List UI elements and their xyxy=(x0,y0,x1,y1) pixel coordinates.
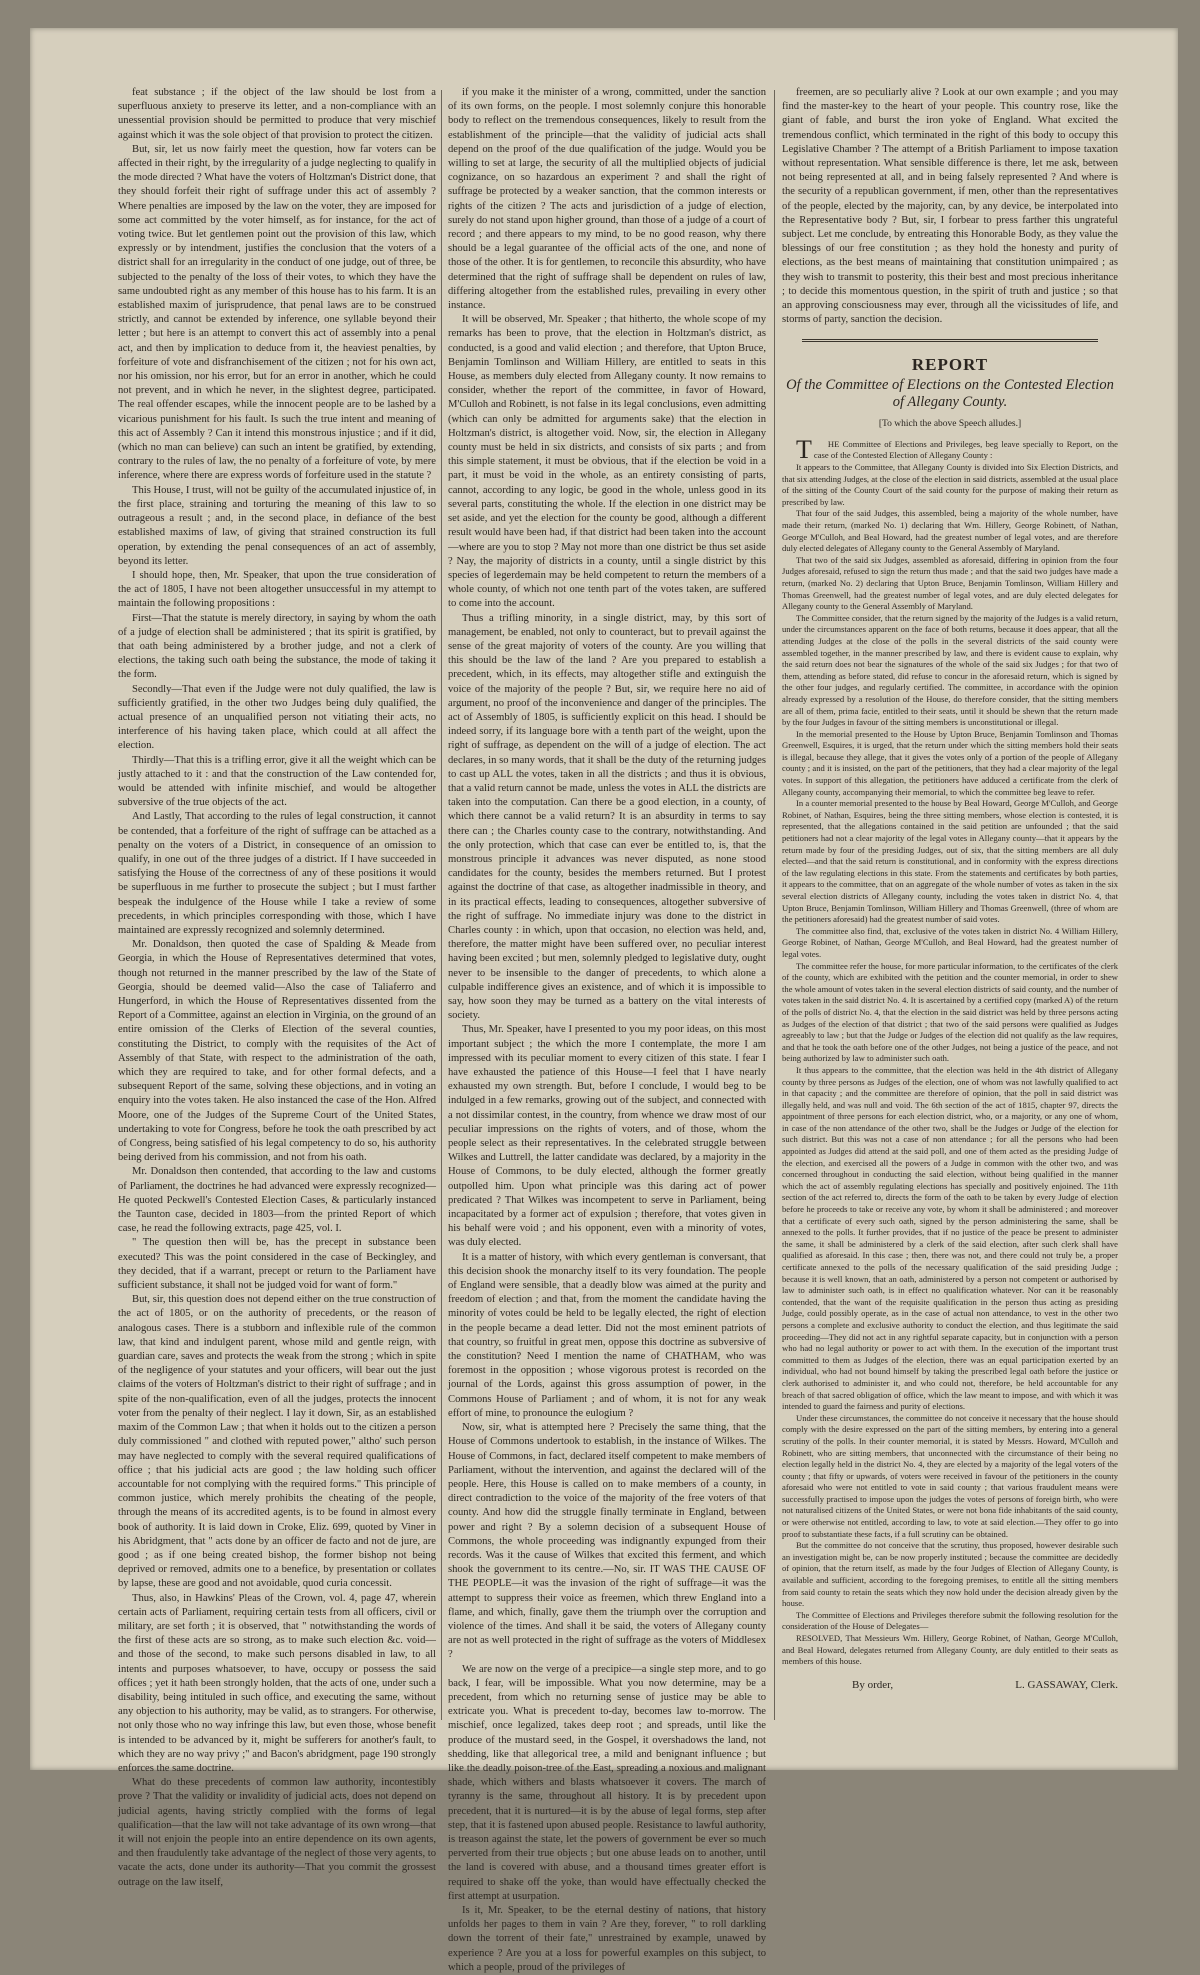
paragraph: It is a matter of history, with which every gentleman is conversant, that this decision shook the monarchy itself to its very foundation. The people of England were sensible, that a deadly blow was aimed at the purity and freedom of election ; and that, from the moment the candidate having the minority of votes could be held to be legally elected, the right of election in the people became a dead letter. Did not the most eminent patriots of that country, so fruitful in great men, oppose this doctrine as subversive of the constitution? Need I mention the name of CHATHAM, who was foremost in the opposition ; whose vigorous protest is recorded on the journal of the Lords, against this gross assumption of power, in the Commons House of Parliament ; and of whom, it is not for any weak effort of mine, to pronounce the eulogium ? xyxy=(448,1251,766,1419)
paragraph: Is it, Mr. Speaker, to be the eternal destiny of nations, that history unfolds her pages to them in vain ? Are they, forever, " to roll darkling down the torrent of their fate," unrestrained by example, unawed by experience ? Are you at a loss for powerful examples on this subject, to which a people, proud of the privileges of xyxy=(448,1905,766,1973)
paragraph: That two of the said six Judges, assembled as aforesaid, differing in opinion from the four Judges aforesaid, refused to sign the return thus made ; and that the said two judges have made a return, (marked No. 2) declaring that Upton Bruce, Benjamin Tomlinson, William Hillery and Thomas Greenwell, had the greatest number of legal votes, and are duly elected delegates for Allegany county to the General Assembly of Maryland. xyxy=(782,554,1118,612)
paragraph: Thus, also, in Hawkins' Pleas of the Crown, vol. 4, page 47, wherein certain acts of Parliament, requiring certain tests from all officers, civil or military, are set forth ; it is observed, that " notwithstanding the words of the first of these acts are so strong, as to make such election &c. void—and those of the second, to make such persons disabled in law, to all intents and purposes whatsoever, to have, occupy or possess the said offices ; yet it hath been strongly holden, that the acts of one, under such a disability, being intituled in such office, and executing the same, without any objection to his authority, may be valid, as to strangers. For otherwise, not only those who no way infringe this law, but even those, whose benefit is intended to be advanced by it, might be sufferers for another's fault, to which they are no way privy ;" and Bacon's abridgment, page 190 strongly enforces the same doctrine. xyxy=(118,1592,436,1774)
report-heading xyxy=(782,355,1118,430)
paragraph: The committee also find, that, exclusive of the votes taken in district No. 4 William Hillery, George Robinet, of Nathan, George M'Culloh, and Beal Howard, had the greatest number of legal votes. xyxy=(782,925,1118,959)
paragraph: In a counter memorial presented to the house by Beal Howard, George M'Culloh, and George Robinet, of Nathan, Esquires, being the three sitting members, whose election is contested, it is represented, that the allegations contained in the said petition are unfounded ; that the said petitioners had not a clear majority of the legal votes in Allegany county—that it appears by the return made by four of the presiding Judges, out of six, that the sitting members are all duly elected—and that the said return is constitutional, and in conformity with the express directions of the law regulating elections in this state. From the statements and certificates by both parties, it appears to the committee, that on an aggregate of the whole number of votes as taken in the six several election districts of Allegany county, including the votes taken in district No. 4, that Upton Bruce, Benjamin Tomlinson, William Hillery and Thomas Greenwell, (three of whom are the petitioners aforesaid) had the greatest number of said votes. xyxy=(782,798,1118,925)
paragraph: It will be observed, Mr. Speaker ; that hitherto, the whole scope of my remarks has been to prove, that the election in Holtzman's district, as conducted, is a good and valid election ; and therefore, that Upton Bruce, Benjamin Tomlinson and William Hillery, are entitled to seats in this House, as members duly elected from Allegany county. It now remains to consider, whether the report of the committee, in favor of Howard, M'Culloh and Robinett, is not false in its legal conclusions, even admitting (which can only be admitted for arguments sake) that the election in Holtzman's district, is altogether void. Now, sir, the election in Allegany county must be held in six districts, and consists of six parts ; and from this simple statement, it must be obvious, that if the election be void in a part, it must be void in the whole, as an entirety consisting of parts, cannot, according to any logic, be good in the whole, unless good in its several parts, constituting the whole. If the election in one district may be set aside, and yet the election for the county be good, although a different result would have been had, if that district had been taken into the account—where are you to stop ? May not more than one district be thus set aside ? Nay, the majority of districts in a county, until a single district by this species of legerdemain may be held competent to return the members of a whole county, of which not one tenth part of the votes taken, are suffered to come into the account. xyxy=(448,314,766,610)
column-middle xyxy=(448,86,767,1973)
column-rule xyxy=(441,90,442,1720)
report-body xyxy=(782,434,1118,1668)
paragraph: But, sir, let us now fairly meet the question, how far voters can be affected in their right, by the irregularity of a judge neglecting to qualify in the mode directed ? What have the voters of Holtzman's District done, that they should forfeit their right of suffrage under this act of assembly ? Where penalties are imposed by the law on the voter, they are imposed for some act committed by the voter himself, as for instance, for the act of voting twice. But let gentlemen point out the provision of this law, which expressly or by intendment, justifies the conclusion that the voters of a district shall for an irregularity in the conduct of one judge, out of three, be subjected to the penalty of the loss of their votes, to which they have the same undoubted right as any member of this house has to his farm. It is an established maxim of jurisprudence, that penal laws are to be construed strictly, and cannot be extended by inference, one syllable beyond their letter ; but here is an attempt to convert this act of assembly into a penal act, and then by implication to deduce from it, the heaviest penalties, by forfeiture of vote and disfranchisement of the citizen ; not for his own act, nor his omission, nor his error, but for an error in another, which he could not prevent, and in which he never, in the slightest degree, participated. The real offender escapes, while the innocent people are to be lashed by a vicarious punishment for his fault. Is such the true intent and meaning of this act of Assembly ? Can it intend this monstrous injustice ; and if it did, (which no man can believe) can such an intent be gratified, by extending, contrary to the rules of law, the no penalty of a forfeiture of vote, by mere inference, where there are express words of forfeiture used in the statute ? xyxy=(118,143,436,482)
paragraph: Thus, Mr. Speaker, have I presented to you my poor ideas, on this most important subject ; the which the more I contemplate, the more I am impressed with its peculiar moment to every citizen of this state. I fear I have exhausted the patience of this House—I feel that I have nearly exhausted my own strength. But, before I conclude, I would beg to be indulged in a few remarks, growing out of the subject, and connected with a not dissimilar contest, in the country, from whence we draw most of our peculiar impressions on the rights of voters, and of those, whom the people select as their representatives. In the celebrated struggle between Wilkes and Luttrell, the latter candidate was declared, by a majority in the House of Commons, to be duly elected, although the former greatly outpolled him. Upon what principle was this daring act of power predicated ? That Wilkes was incompetent to serve in Parliament, being incapacitated by a former act of expulsion ; therefore, that votes given in his behalf were void ; and his opponent, even with a minority of votes, was duly elected. xyxy=(448,1024,766,1249)
paragraph: Thus a trifling minority, in a single district, may, by this sort of management, be enabled, not only to counteract, but to prevail against the sense of the great majority of voters of the county. Are you willing that this should be the law of the land ? Are you prepared to establish a precedent, which, in its effects, may altogether stifle and extinguish the voice of the majority of the people ? But, sir, we require here no aid of argument, no proof of the inconvenience and danger of the principles. The act of Assembly of 1805, is sufficiently explicit on this head. I should be indeed sorry, if its language bore with a tenth part of the weight, upon the right of suffrage, as dependent on the will of a judge of election. The act declares, in so many words, that it shall be the duty of the returning judges to cast up ALL the votes, taken in all the districts ; and thus it is obvious, that a valid return cannot be made, unless the votes in ALL the districts are taken into the computation. Can there be a good election, in a county, of which there cannot be a valid return? It is an absurdity in terms to say there can ; the Charles county case to the contrary, notwithstanding. And the only protection, which that case can ever be entitled to, is, that the monstrous principle it advances was never disputed, as none stood candidates for the county, besides the members returned. But I protest against the doctrine of that case, as altogether inadmissible in theory, and in its practical effects, leading to consequences, altogether subversive of the right of suffrage. No immediate injury was done to the district in Charles county : in which, upon that occasion, no election was held, and, therefore, the matter might have been suffered over, no peculiar interest having been excited ; but men, solemnly pledged to legislative duty, ought never to be insensible to the danger of precedents, to which alone a culpable indifference gives an existence, and of which it is impossible to say, how soon they may be turned as a battery on the vital interests of society. xyxy=(448,612,766,1022)
report-note: [To which the above Speech alludes.] xyxy=(878,418,1022,429)
paragraph: RESOLVED, That Messieurs Wm. Hillery, George Robinet, of Nathan, George M'Culloh, and Beal Howard, delegates returned from Allegany County, are duly entitled to their seats as members of this house. xyxy=(782,1633,1118,1667)
report-title: REPORT xyxy=(911,355,989,375)
report-subtitle: Of the Committee of Elections on the Contested Election of Allegany County. xyxy=(786,376,1114,410)
column-left xyxy=(118,86,436,1888)
paragraph: Now, sir, what is attempted here ? Precisely the same thing, that the House of Commons undertook to establish, in the instance of Wilkes. The House of Commons, in fact, declared itself competent to make members of Parliament, without the intervention, and against the declared will of the people. Here, this House is called on to make members of a county, in direct contradiction to the voice of the majority of the free voters of that county. And how did the struggle finally terminate in England, between power and right ? By a solemn decision of a subsequent House of Commons, the whole proceeding was indignantly expunged from their records. Was it the cause of Wilkes that excited this ferment, and which shook the government to its centre.—No, sir. IT WAS THE CAUSE OF THE PEOPLE—it was the invasion of the right of suffrage—it was the attempt to suppress their voice as freemen, which threw England into a flame, and which, finally, gave them the triumph over the corruption and violence of the times. And shall it be said, the voters of Allegany county are not as well protected in the right of suffrage as the voters of Middlesex ? xyxy=(448,1422,767,1661)
paragraph: In the memorial presented to the House by Upton Bruce, Benjamin Tomlinson and Thomas Greenwell, Esquires, it is urged, that the return under which the sitting members hold their seats is illegal, because they allege, that it gives the votes only of a portion of the people of Allegany county ; and it is insisted, on the part of the petitioners, that they had a clear majority of the legal votes. In support of this allegation, the petitioners have adduced a certificate from the clerk of Allegany county, accompanying their memorial, to which the committee beg leave to refer. xyxy=(782,728,1118,797)
clerk-signature: L. GASSAWAY, Clerk. xyxy=(1015,1678,1118,1691)
paragraph: I should hope, then, Mr. Speaker, that upon the true consideration of the act of 1805, I have not been altogether unsuccessful in my attempt to maintain the following propositions : xyxy=(118,569,436,610)
paragraph: And Lastly, That according to the rules of legal construction, it cannot be contended, that a forfeiture of the right of suffrage can be attached as a penalty on the voters of a District, in consequence of an omission to qualify, in one out of the three judges of a district. If I have succeeded in satisfying the House of the correctness of any of these positions it would be superfluous in me further to prosecute the subject ; but I must farther bespeak the indulgence of the House while I take a review of some precedents, in which principles corresponding with those, which I have maintained are expressly recognized and solemnly determined. xyxy=(118,811,436,936)
paragraph: It appears to the Committee, that Allegany County is divided into Six Election Districts, and that six attending Judges, at the close of the election in said districts, assembled at the usual place of the sitting of the County Court of the said county for the purpose of making their return as prescribed by law. xyxy=(782,462,1118,507)
paragraph: Mr. Donaldson, then quoted the case of Spalding & Meade from Georgia, in which the House of Representatives determined that votes, though not returned in the manner prescribed by the law of the State of Georgia, should be deemed valid—Also the case of Taliaferro and Hungerford, in which the House of Representatives dissented from the Report of a Committee, against an election in Virginia, on the ground of an entire omission of the Clerks of Election of the several counties, constituting the District, to comply with the requisites of the Act of Assembly of that State, with respect to the administration of the oath, which they are required to take, and for other formal defects, and a subsequent Report of the same, solving these objections, and in voting an enquiry into the votes taken. He also instanced the case of the Hon. Alfred Moore, one of the Judges of the Supreme Court of the United States, undertaking to vote for Congress, before he took the oath prescribed by act of Congress, being satisfied of his legal competency to do so, his authority being derived from his commission, and not from his oath. xyxy=(118,939,436,1164)
paragraph: Secondly—That even if the Judge were not duly qualified, the law is sufficiently gratified, in the other two Judges being duly qualified, the actual presence of an unqualified person not vitiating their acts, no interference of his having taken place, which could at all affect the election. xyxy=(118,683,436,752)
paragraph: This House, I trust, will not be guilty of the accumulated injustice of, in the first place, straining and torturing the meaning of this law to so outrageous a result ; and, in the second place, in defiance of the best established maxims of law, of giving that strained construction its full operation, by extending the penal consequences of an act of assembly, beyond its letter. xyxy=(118,484,436,567)
by-order-text: By order, xyxy=(852,1678,894,1691)
paragraph: " The question then will be, has the precept in substance been executed? This was the point considered in the case of Beckingley, and they decided, that if a warrant, precept or return to the Parliament have sufficient substance, it shall not be judged void for want of form." xyxy=(118,1237,436,1292)
signature-line xyxy=(782,1678,1118,1692)
section-divider xyxy=(802,339,1098,342)
paragraph: We are now on the verge of a precipice—a single step more, and to go back, I fear, will be impossible. What you now determine, may be a precedent, from which no returning sense of justice may be able to extricate you. What is precedent to-day, becomes law to-morrow. The mischief, once legalized, takes deep root ; and spreads, until like the produce of the mustard seed, in the Gospel, it overshadows the land, not shedding, like that allegorical tree, a mild and benignant influence ; but like the deadly poison-tree of the East, spreading a noxious and malignant shade, which withers and blasts whatsoever it covers. The march of tyranny is the same, throughout all history. It is by precedent upon precedent, that it is nurtured—it is by the abuse of legal forms, step after step, that it is fastened upon abused people. Resistance to lawful authority, is treason against the state, let the powers of government be ever so much perverted from their true objects ; but one abuse leads on to another, until the land is covered with abuse, and a thousand times greater effort is required to shake off the yoke, than would have effectually checked the first attempt at usurpation. xyxy=(448,1663,766,1902)
column-right xyxy=(782,86,1118,1730)
paragraph: The Committee consider, that the return signed by the majority of the Judges is a valid return, under the circumstances apparent on the face of both returns, because it does appear, that all the attending Judges at the close of the polls in the several districts of the said county were assembled together, in the manner prescribed by law, and there is evident cause to explain, why the said return does not bear the signatures of the whole of the said six Judges ; for that two of them, attending as before stated, did refuse to concur in the aforesaid return, which is signed by the other four judges, and regularly certified. The committee, in accordance with the opinion already expressed by a resolution of the House, do therefore consider, that the sitting members are all of them, prima facie, entitled to their seats, until it should be shewn that the return made by the four Judges in favour of the sitting members is unconstitutional or illegal. xyxy=(782,612,1118,728)
paragraph: The committee refer the house, for more particular information, to the certificates of the clerk of the county, which are exhibited with the petition and the counter memorial, in order to shew the whole amount of votes taken in the several election districts of said county, and the number of votes taken in the said district No. 4. It is ascertained by a certified copy (marked A) of the return of the polls of district No. 4, that the election in the said district was held by three persons acting as Judges of the election of that district ; that two of the said persons were qualified as Judges agreeably to law ; but that the Judge or Judges of the election did not qualify as the law requires, and that he took the oath before one of the other Judges, not being a justice of the peace, and not being authorized by law to administer such oath. xyxy=(782,960,1118,1064)
paragraph: feat substance ; if the object of the law should be lost from a superfluous anxiety to preserve its letter, and a non-compliance with an unessential provision should be permitted to produce that very mischief against which it was the sole object of that provision to protect the citizen. xyxy=(118,87,436,141)
paragraph: Under these circumstances, the committee do not conceive it necessary that the house should comply with the desire expressed on the part of the sitting members, by entering into a general scrutiny of the polls. In their counter memorial, it is stated by Messrs. Howard, M'Culloh and Robinett, who are sitting members, that unconnected with the circumstance of their being no election legally held in the district No. 4, they are elected by a majority of the legal voters of the county ; that fifty or upwards, of voters were received in favour of the petitioners in the county aforesaid who were not entitled to vote in said county ; that various fraudulent means were successfully practised to impose upon the judges the votes of persons of foreign birth, who were not naturalised citizens of the United States, or were not bona fide inhabitants of the said county, or were otherwise not entitled, according to law, to vote at said election.—They offer to go into proof to substantiate these facts, if a full scrutiny can be obtained. xyxy=(782,1412,1118,1539)
paragraph: Mr. Donaldson then contended, that according to the law and customs of Parliament, the doctrines he had advanced were expressly recognized—He quoted Peckwell's Contested Election Cases, & particularly instanced the Taunton case, decided in 1803—from the printed Report of which case, he read the following extracts, page 425, vol. I. xyxy=(118,1166,436,1235)
paragraph: The Committee of Elections and Privileges therefore submit the following resolution for the consideration of the House of Delegates— xyxy=(782,1609,1118,1632)
paragraph: freemen, are so peculiarly alive ? Look at our own example ; and you may find the master-key to the heart of your people. This country rose, like the giant of fable, and burst the iron yoke of England. What excited the tremendous conflict, which terminated in the right of this body to occupy this Legislative Chamber ? The attempt of a British Parliament to impose taxation without representation. What sensible difference is there, let me ask, between not being represented at all, and in being falsely represented ? And where is the security of a republican government, if men, other than the representatives of the people, elected by the majority, can, by any device, be interpolated into the Representative body ? But, sir, I forbear to press farther this ungrateful subject. Let me conclude, by entreating this Honorable Body, as they value the blessings of our free constitution ; as they hold the honesty and purity of elections, as the best means of maintaining that constitution unimpaired ; as they wish to transmit to posterity, this their best and most precious inheritance ; to decide this momentous question, in the spirit of truth and justice ; so that an approving consciousness may ever, through all the vicissitudes of life, and storms of party, sanction the decision. xyxy=(782,87,1118,326)
document-page xyxy=(30,28,1178,1973)
column-rule xyxy=(774,90,775,1720)
paragraph: What do these precedents of common law authority, incontestibly prove ? That the validity or invalidity of judicial acts, does not depend on judicial agents, having strictly complied with the forms of legal qualification—that the law will not take advantage of its own wrong—that it will not enjoin the people into an entire dependence on its own agents, and then fraudulently take advantage of the neglect of those very agents, to vacate the acts, done under its authority—That you commit the grossest outrage on the law itself, xyxy=(118,1777,436,1888)
paragraph: First—That the statute is merely directory, in saying by whom the oath of a judge of election shall be administered ; that its spirit is gratified, by that oath being administered by a brother judge, and not a clerk of elections, the taking such oath being the substance, the mode of taking it the form. xyxy=(118,612,436,681)
paragraph: But, sir, this question does not depend either on the true construction of the act of 1805, or on the authority of precedents, or the reason of analogous cases. There is a stubborn and inflexible rule of the common law, that kind and indulgent parent, whose mild and gentle reign, with guardian care, saves and protects the weak from the strong ; which in spite of the negligence of your statutes and your officers, will bear out the just claims of the voters of Holtzman's district to their right of suffrage ; and in spite of the non-qualification, even of all the judges, protects the innocent voter from the penalty of their neglect. I lay it down, Sir, as an established maxim of the Common Law ; that when it holds out to the citizen a person duly commissioned " and clothed with reputed power," altho' such person may have neglected to comply with the several required qualifications of office ; that his judicial acts are good ; the law holding such officer accountable for not complying with the required forms." This principle of common justice, which merely prohibits the cheating of the people, through the means of its accredited agents, is to be found in almost every book of authority. It is laid down in Croke, Eliz. 699, quoted by Viner in his Abridgment, that " acts done by an officer de facto and not de jure, are good ; as if one being created bishop, the former bishop not being deprived or removed, admits one to a benefice, by presentation or collates by lapse, these are good and not avoidable, quod curia concessit. xyxy=(118,1294,436,1590)
paragraph: That four of the said Judges, this assembled, being a majority of the whole number, have made their return, (marked No. 1) declaring that Wm. Hillery, George Robinett, of Nathan, George M'Culloh, and Beal Howard, had the greatest number of legal votes, and are therefore duly elected delegates of Allegany county to the General Assembly of Maryland. xyxy=(782,508,1118,554)
paragraph: Thirdly—That this is a trifling error, give it all the weight which can be justly attached to it : and that the construction of the Law contended for, would be attended with infinite mischief, and would be altogether subversive of the true objects of the act. xyxy=(118,754,436,809)
paragraph: if you make it the minister of a wrong, committed, under the sanction of its own forms, on the people. I most solemnly conjure this honorable body to reflect on the tremendous consequences, likely to result from the establishment of the principle—that the validity of judicial acts shall depend on the proof of the due qualification of the judge. Would you be willing to set at large, the security of all the multiplied objects of judicial cognizance, on so hazardous an experiment ? and shall the right of suffrage be protected by a weaker sanction, that the common interests or rights of the citizen ? The acts and jurisdiction of a judge of election, surely do not stand upon higher ground, than those of a judge of a court of record ; and there appears to my mind, to be no good reason, why there should be a legal guarantee of the official acts of the one, and none of those of the other. It is for gentlemen, to reconcile this absurdity, who have determined that the right of suffrage shall be dependent on rules of law, differing altogether from the established rules, prevailing in every other instance. xyxy=(448,87,766,312)
paragraph: But the committee do not conceive that the scrutiny, thus proposed, however desirable such an investigation might be, can be now properly instituted ; because the committee are decidedly of opinion, that the return itself, as made by the four Judges of Election of Allegany County, is available and sufficient, according to the foregoing premises, to entitle all the sitting members from said county to retain the seats which they now hold under the decision already given by the house. xyxy=(782,1540,1118,1609)
paragraph: It thus appears to the committee, that the election was held in the 4th district of Allegany county by three persons as Judges of the election, one of whom was not lawfully qualified to act in that capacity ; and the committee are therefore of opinion, that the poll in said district was illegally held, and was null and void. The 6th section of the act of 1815, chapter 97, directs the appointment of three persons for each election district, who, or a majority, or any one of whom, in case of the non attendance of the other two, shall be the Judges or Judge of the election for such district. But this was not a case of non attendance ; for all the persons who had been appointed as Judges did attend at the said poll, and one of them acted as the presiding Judge of the election, and exercised all the powers of a Judge in common with the other two, and was concerned throughout in conducting the said election, without being qualified in the manner which the act of assembly regulating elections has specially and positively enjoined. The 11th section of the act referred to, directs the form of the oath to be taken by every Judge of election before he proceeds to take or receive any vote, by whom it shall be administered ; and moreover that a certificate of every such oath, signed by the person administering the same, shall be annexed to the polls. It further provides, that if no justice of the peace be present to administer the same, it shall be administered by a clerk of the said election, after such clerk shall have qualified as aforesaid. In this case ; then, there was not, and there could not truly be, a proper certificate annexed to the polls of the necessary qualification of the said presiding Judge ; because it is well known, that an oath, administered by a person not competent or authorised by law to administer such oath, is in effect no qualification whatever. Nor can it be reasonably contended, that the want of the requisite qualification in the person thus acting as presiding Judge, could possibly operate, as in the case of actual non attendance, to vest in the other two persons a complete and exclusive authority to conduct the election, and thus legitimate the said proceeding—They did not act in any rightful separate capacity, but in conjunction with a person who had no legal authority or power to act with them. In the execution of the important trust committed to them as Judges of the election, there was an equal participation exerted by an individual, who had not bound himself by taking the prescribed legal oath before the justice or clerk authorised to administer it, and who could not, therefore, be held accountable for any breach of that sacred obligation of office, which the law meant to impose, and with which it was intended to guard the fairness and purity of elections. xyxy=(782,1064,1118,1412)
speech-conclusion xyxy=(782,86,1118,327)
paragraph: THE Committee of Elections and Privileges, beg leave specially to Report, on the case of the Contested Election of Allegany County : xyxy=(796,434,1118,464)
